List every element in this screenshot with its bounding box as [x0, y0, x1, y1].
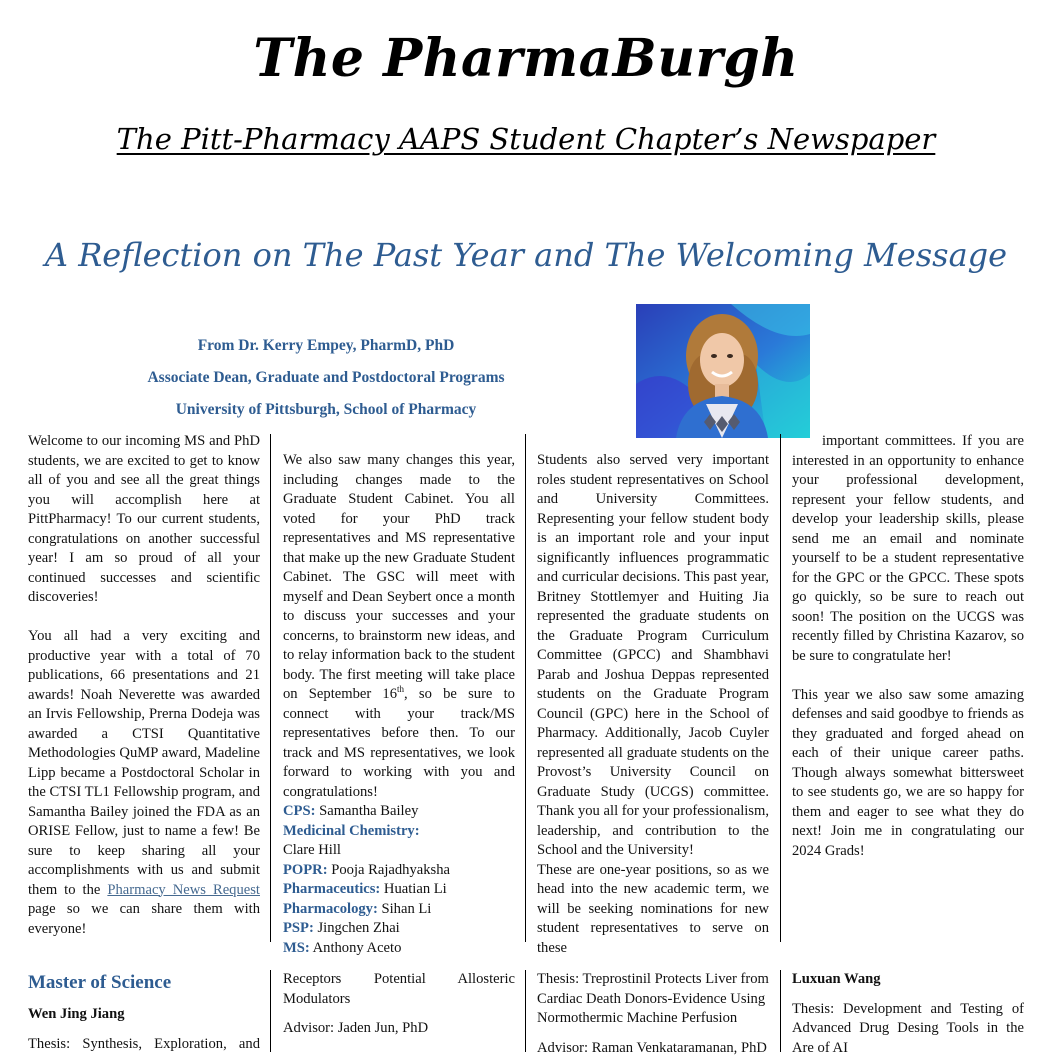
- graduate-name: Luxuan Wang: [792, 970, 1024, 990]
- paragraph: Students also served very important roles student representatives on School and University Committees. Representing your fellow student body is an important role and your input significantly influences programmatic and curricular decisions. This past year, Britney Stottlemyer and Huiting Jia represented the graduate students on the Graduate Program Curriculum Committee (GPCC) and Shambhavi Parab and Joshua Deppas represented students on the Graduate Program Council (GPC) here in the School of Pharmacy. Additionally, Jacob Cuyler represented all graduate students on the Provost’s University Council on Graduate Study (UCGS) committee. Thank you all for your professionalism, leadership, and contribution to the School and the University!: [537, 451, 769, 861]
- grads-column-1: [28, 972, 260, 1055]
- rep-item: [283, 802, 515, 822]
- article-column-3: [537, 451, 769, 958]
- rep-label: Pharmaceutics:: [283, 881, 380, 897]
- thesis-text: Thesis: Synthesis, Exploration, and: [28, 1035, 260, 1055]
- author-photo: [636, 304, 810, 438]
- grads-column-2: [283, 970, 515, 1039]
- rep-label: PSP:: [283, 920, 314, 936]
- thesis-text: Thesis: Development and Testing of Advanced Drug Desing Tools in the Are of AI: [792, 1000, 1024, 1058]
- rep-name: Anthony Aceto: [313, 940, 402, 956]
- portrait-image: [636, 304, 810, 438]
- paragraph: Welcome to our incoming MS and PhD students, we are excited to get to know all of you and see all the great things you will accomplish here at PittPharmacy! To our current students, congratulations on another successful year! I am so proud of all your continued successes and scientific discoveries!: [28, 432, 260, 608]
- byline-author: From Dr. Kerry Empey, PharmD, PhD: [120, 337, 532, 355]
- column-rule: [780, 434, 781, 942]
- rep-item: [283, 900, 515, 920]
- article-column-4: [792, 432, 1024, 881]
- column-rule: [780, 970, 781, 1052]
- column-rule: [270, 434, 271, 942]
- subtitle-text: The Pitt-Pharmacy AAPS Student Chapter’s Newspaper: [117, 122, 936, 156]
- rep-item: [283, 880, 515, 900]
- paragraph: This year we also saw some amazing defenses and said goodbye to friends as they graduated and forged ahead on each of their unique career paths. Though always somewhat bittersweet to see students go, we are so happy for them and eager to see what they do next! Join me in congratulating our 2024 Grads!: [792, 686, 1024, 862]
- newspaper-subtitle: [0, 122, 1052, 156]
- article-column-2: [283, 451, 515, 958]
- rep-item: [283, 939, 515, 959]
- thesis-text: Thesis: Treprostinil Protects Liver from Cardiac Death Donors-Evidence Using Normothermic Machine Perfusion: [537, 970, 769, 1029]
- grads-column-4: [792, 970, 1024, 1058]
- rep-name: Samantha Bailey: [319, 803, 418, 819]
- advisor-text: Advisor: Raman Venkataramanan, PhD: [537, 1039, 769, 1058]
- rep-label: CPS:: [283, 803, 315, 819]
- byline-institution: University of Pittsburgh, School of Pharmacy: [120, 401, 532, 419]
- rep-item: [283, 822, 515, 861]
- byline-title: Associate Dean, Graduate and Postdoctoral Programs: [120, 369, 532, 387]
- rep-item: [283, 919, 515, 939]
- grads-column-3: [537, 970, 769, 1058]
- article-column-1: [28, 432, 260, 959]
- paragraph-text: We also saw many changes this year, including changes made to the Graduate Student Cabinet. You all voted for your PhD track representatives and MS representative that make up the new Graduate Student Cabinet. The GSC will meet with myself and Dean Seybert once a month to discuss your successes and your concerns, to brainstorm new ideas, and to relay information back to the student body. The first meeting will take place on September 16: [283, 452, 515, 702]
- paragraph-text: page so we can share them with everyone!: [28, 901, 260, 937]
- section-title: Master of Science: [28, 972, 260, 994]
- column-rule: [525, 434, 526, 942]
- rep-name: Sihan Li: [382, 901, 432, 917]
- paragraph: [28, 627, 260, 939]
- thesis-text: Receptors Potential Allosteric Modulators: [283, 970, 515, 1009]
- rep-list: [283, 802, 515, 958]
- paragraph: [283, 451, 515, 802]
- paragraph-text: You all had a very exciting and productive year with a total of 70 publications, 66 presentations and 21 awards! Noah Neverette was awarded an Irvis Fellowship, Prerna Dodeja was awarded a CTSI Quantitative Methodologies QuMP award, Madeline Lipp became a Postdoctoral Scholar in the CTSI TL1 Fellowship program, and Samantha Bailey joined the FDA as an ORISE Fellow, just to name a few! Be sure to keep sharing all your accomplishments with us and submit them to the: [28, 628, 260, 898]
- superscript: th: [397, 684, 404, 694]
- article-headline: A Reflection on The Past Year and The Welcoming Message: [0, 236, 1052, 274]
- column-rule: [525, 970, 526, 1052]
- pharmacy-news-request-link[interactable]: Pharmacy News Request: [107, 882, 260, 898]
- paragraph-text: , so be sure to connect with your track/MS representatives before then. To our track and MS representatives, we look forward to working with you and congratulations!: [283, 686, 515, 800]
- column-rule: [270, 970, 271, 1052]
- rep-name: Clare Hill: [283, 842, 341, 858]
- graduate-name: Wen Jing Jiang: [28, 1006, 260, 1023]
- rep-name: Huatian Li: [384, 881, 447, 897]
- paragraph: These are one-year positions, so as we head into the new academic term, we will be seeking nominations for new student representatives to serve on these: [537, 861, 769, 959]
- newspaper-title: The PharmaBurgh: [0, 28, 1052, 89]
- rep-label: Medicinal Chemistry:: [283, 823, 420, 839]
- paragraph: important committees. If you are interested in an opportunity to enhance your professional development, represent your fellow students, and develop your leadership skills, please send me an email and nominate yourself to be a student representative for the GPC or the GPCC. These spots go quickly, so be sure to reach out soon! The position on the UCGS was recently filled by Christina Kazarov, so be sure to congratulate her!: [792, 432, 1024, 666]
- rep-name: Pooja Rajadhyaksha: [331, 862, 450, 878]
- rep-item: [283, 861, 515, 881]
- rep-label: MS:: [283, 940, 310, 956]
- rep-label: POPR:: [283, 862, 328, 878]
- rep-label: Pharmacology:: [283, 901, 378, 917]
- rep-name: Jingchen Zhai: [317, 920, 399, 936]
- advisor-text: Advisor: Jaden Jun, PhD: [283, 1019, 515, 1039]
